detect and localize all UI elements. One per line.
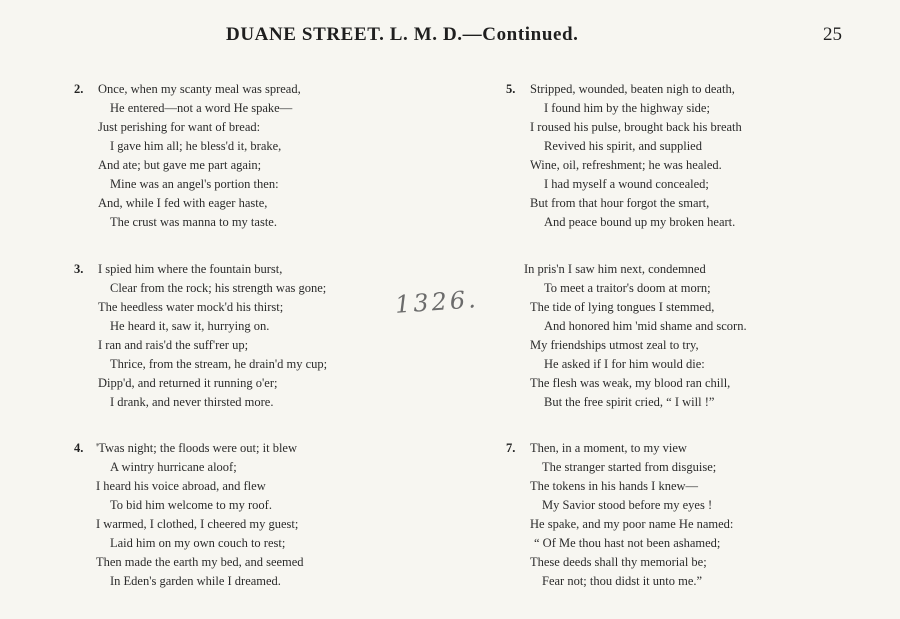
stanza-line: I roused his pulse, brought back his breath — [530, 120, 742, 134]
stanza-line: In Eden's garden while I dreamed. — [110, 574, 281, 588]
stanza-line: I heard his voice abroad, and flew — [96, 479, 266, 493]
stanza-line: I had myself a wound concealed; — [544, 177, 709, 191]
stanza-line: The tide of lying tongues I stemmed, — [530, 300, 715, 314]
stanza-line: But the free spirit cried, “ I will !” — [544, 395, 715, 409]
stanza-line: These deeds shall thy memorial be; — [530, 555, 707, 569]
stanza-line: Fear not; thou didst it unto me.” — [542, 574, 703, 588]
stanza-line: He spake, and my poor name He named: — [530, 517, 734, 531]
stanza-line: Revived his spirit, and supplied — [544, 139, 702, 153]
stanza-line: I found him by the highway side; — [544, 101, 710, 115]
stanza-line: Mine was an angel's portion then: — [110, 177, 279, 191]
stanza-number: 7. — [506, 441, 516, 455]
handwritten-annotation: 1326. — [394, 285, 480, 319]
stanza-line: Laid him on my own couch to rest; — [110, 536, 286, 550]
stanza-line: Then, in a moment, to my view — [530, 441, 687, 455]
stanza-line: Then made the earth my bed, and seemed — [96, 555, 304, 569]
stanza-line: Just perishing for want of bread: — [98, 120, 261, 134]
stanza-line: To bid him welcome to my roof. — [110, 498, 272, 512]
stanza-line: And ate; but gave me part again; — [98, 158, 262, 172]
stanza-line: The heedless water mock'd his thirst; — [98, 300, 284, 314]
stanza-line: To meet a traitor's doom at morn; — [544, 281, 711, 295]
stanza-line: But from that hour forgot the smart, — [530, 196, 710, 210]
stanza-line: Once, when my scanty meal was spread, — [98, 82, 301, 96]
stanza-line: He heard it, saw it, hurrying on. — [110, 319, 270, 333]
stanza-line: And honored him 'mid shame and scorn. — [544, 319, 747, 333]
stanza-line: The crust was manna to my taste. — [110, 215, 277, 229]
stanza-line: Wine, oil, refreshment; he was healed. — [530, 158, 722, 172]
stanza-line: He entered—not a word He spake— — [110, 101, 293, 115]
stanza-line: A wintry hurricane aloof; — [110, 460, 237, 474]
stanza-line: My friendships utmost zeal to try, — [530, 338, 699, 352]
stanza-line: My Savior stood before my eyes ! — [542, 498, 713, 512]
stanza-line: In pris'n I saw him next, condemned — [524, 262, 706, 276]
stanza-line: Clear from the rock; his strength was gone; — [110, 281, 327, 295]
stanza-line: 'Twas night; the floods were out; it blew — [96, 441, 297, 455]
stanza-line: The flesh was weak, my blood ran chill, — [530, 376, 731, 390]
stanza-line: And, while I fed with eager haste, — [98, 196, 268, 210]
stanza-line: The stranger started from disguise; — [542, 460, 717, 474]
stanza-line: “ Of Me thou hast not been ashamed; — [534, 536, 721, 550]
stanza-number: 2. — [74, 82, 84, 96]
stanza-number: 5. — [506, 82, 516, 96]
page-header — [0, 24, 900, 50]
stanza-line: Thrice, from the stream, he drain'd my cup; — [110, 357, 328, 371]
stanza-line: I warmed, I clothed, I cheered my guest; — [96, 517, 299, 531]
stanza-line: I gave him all; he bless'd it, brake, — [110, 139, 282, 153]
stanza-line: Dipp'd, and returned it running o'er; — [98, 376, 278, 390]
stanza-line: Stripped, wounded, beaten nigh to death, — [530, 82, 735, 96]
stanza-line: I drank, and never thirsted more. — [110, 395, 274, 409]
stanza-number: 4. — [74, 441, 84, 455]
stanza-line: He asked if I for him would die: — [544, 357, 705, 371]
stanza-line: I ran and rais'd the suff'rer up; — [98, 338, 249, 352]
stanza-line: I spied him where the fountain burst, — [98, 262, 283, 276]
stanza-number: 3. — [74, 262, 84, 276]
page-number: 25 — [823, 24, 842, 45]
page-title: DUANE STREET. L. M. D.—Continued. — [226, 24, 579, 45]
stanza-line: The tokens in his hands I knew— — [530, 479, 699, 493]
stanza-line: And peace bound up my broken heart. — [544, 215, 736, 229]
